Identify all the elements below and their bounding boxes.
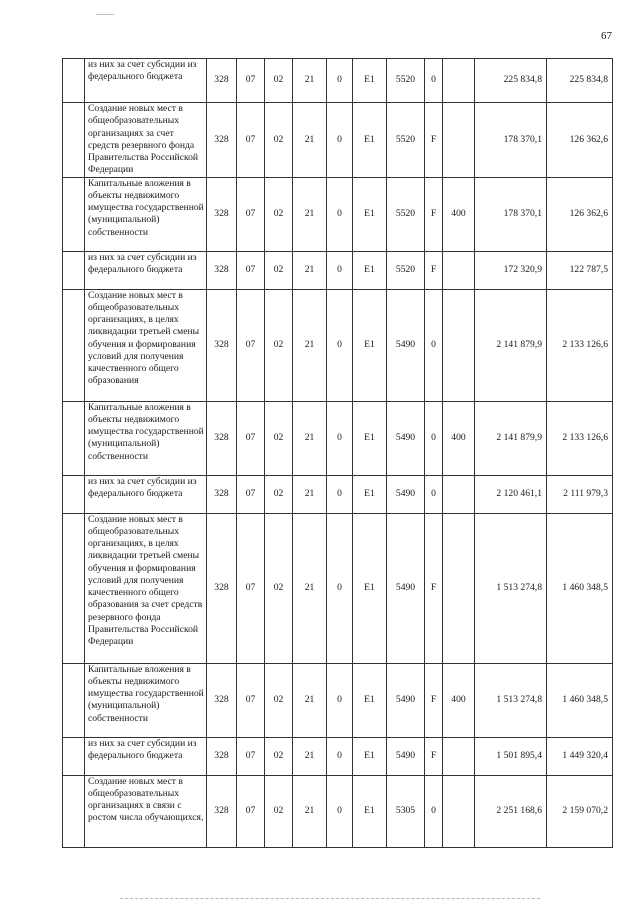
- amount-year-2-cell: 2 159 070,2: [547, 775, 613, 847]
- program-cell: 21: [293, 737, 327, 775]
- section-cell: 07: [237, 103, 265, 178]
- subprogram-cell: 0: [327, 737, 353, 775]
- subsection-cell: 02: [265, 251, 293, 289]
- table-row: [63, 663, 613, 737]
- table-body: [63, 59, 613, 848]
- section-cell: 07: [237, 177, 265, 251]
- expense-type-cell: [443, 103, 475, 178]
- table-row: [63, 513, 613, 663]
- amount-year-2-cell: 225 834,8: [547, 59, 613, 103]
- admin-code-cell: 328: [207, 737, 237, 775]
- amount-year-2-cell: 1 460 348,5: [547, 663, 613, 737]
- amount-year-1-cell: 1 513 274,8: [475, 513, 547, 663]
- program-cell: 21: [293, 103, 327, 178]
- amount-year-1-cell: 1 513 274,8: [475, 663, 547, 737]
- expense-type-cell: [443, 251, 475, 289]
- subsection-cell: 02: [265, 59, 293, 103]
- amount-year-2-cell: 122 787,5: [547, 251, 613, 289]
- admin-code-cell: 328: [207, 59, 237, 103]
- admin-code-cell: 328: [207, 289, 237, 401]
- direction-code-cell: 5305: [387, 775, 425, 847]
- table-row: [63, 59, 613, 103]
- table-row: [63, 475, 613, 513]
- section-cell: 07: [237, 663, 265, 737]
- item-name-cell: Капитальные вложения в объекты недвижимого имущества государственной (муниципальной) собственности: [85, 401, 207, 475]
- subprogram-cell: 0: [327, 663, 353, 737]
- amount-year-2-cell: 126 362,6: [547, 177, 613, 251]
- section-cell: 07: [237, 401, 265, 475]
- amount-year-2-cell: 2 111 979,3: [547, 475, 613, 513]
- item-name-cell: Капитальные вложения в объекты недвижимого имущества государственной (муниципальной) собственности: [85, 177, 207, 251]
- expense-type-cell: 400: [443, 177, 475, 251]
- subprogram-cell: 0: [327, 513, 353, 663]
- subprogram-cell: 0: [327, 775, 353, 847]
- amount-year-1-cell: 178 370,1: [475, 177, 547, 251]
- program-cell: 21: [293, 775, 327, 847]
- row-number-cell: [63, 177, 85, 251]
- item-name-cell: Создание новых мест в общеобразовательных организациях, в целях ликвидации третьей смены обучения и формирования условий для получения качественного общего образования: [85, 289, 207, 401]
- subprogram-cell: 0: [327, 475, 353, 513]
- amount-year-2-cell: 126 362,6: [547, 103, 613, 178]
- admin-code-cell: 328: [207, 177, 237, 251]
- amount-year-1-cell: 178 370,1: [475, 103, 547, 178]
- program-cell: 21: [293, 663, 327, 737]
- table-row: [63, 251, 613, 289]
- amount-year-2-cell: 1 449 320,4: [547, 737, 613, 775]
- subsection-cell: 02: [265, 663, 293, 737]
- suffix-cell: F: [425, 737, 443, 775]
- expense-type-cell: [443, 513, 475, 663]
- expense-type-cell: [443, 737, 475, 775]
- suffix-cell: 0: [425, 289, 443, 401]
- subprogram-cell: 0: [327, 251, 353, 289]
- item-name-cell: Создание новых мест в общеобразовательных организациях в связи с ростом числа обучающихся,: [85, 775, 207, 847]
- direction-code-cell: 5520: [387, 251, 425, 289]
- suffix-cell: F: [425, 177, 443, 251]
- budget-table: [62, 58, 613, 848]
- subprogram-cell: 0: [327, 103, 353, 178]
- amount-year-2-cell: 1 460 348,5: [547, 513, 613, 663]
- subprogram-cell: 0: [327, 401, 353, 475]
- row-number-cell: [63, 103, 85, 178]
- project-cell: E1: [353, 475, 387, 513]
- section-cell: 07: [237, 251, 265, 289]
- amount-year-1-cell: 1 501 895,4: [475, 737, 547, 775]
- page-number: 67: [601, 30, 612, 42]
- direction-code-cell: 5520: [387, 59, 425, 103]
- admin-code-cell: 328: [207, 475, 237, 513]
- admin-code-cell: 328: [207, 401, 237, 475]
- row-number-cell: [63, 775, 85, 847]
- program-cell: 21: [293, 289, 327, 401]
- section-cell: 07: [237, 513, 265, 663]
- section-cell: 07: [237, 737, 265, 775]
- project-cell: E1: [353, 737, 387, 775]
- amount-year-2-cell: 2 133 126,6: [547, 289, 613, 401]
- row-number-cell: [63, 663, 85, 737]
- amount-year-2-cell: 2 133 126,6: [547, 401, 613, 475]
- project-cell: E1: [353, 103, 387, 178]
- table-row: [63, 103, 613, 178]
- row-number-cell: [63, 513, 85, 663]
- subsection-cell: 02: [265, 513, 293, 663]
- admin-code-cell: 328: [207, 663, 237, 737]
- subsection-cell: 02: [265, 775, 293, 847]
- table-row: [63, 737, 613, 775]
- item-name-cell: из них за счет субсидии из федерального бюджета: [85, 251, 207, 289]
- scan-edge: [120, 898, 540, 900]
- direction-code-cell: 5490: [387, 737, 425, 775]
- row-number-cell: [63, 289, 85, 401]
- subprogram-cell: 0: [327, 59, 353, 103]
- admin-code-cell: 328: [207, 103, 237, 178]
- project-cell: E1: [353, 775, 387, 847]
- item-name-cell: из них за счет субсидии из федерального бюджета: [85, 475, 207, 513]
- expense-type-cell: 400: [443, 663, 475, 737]
- amount-year-1-cell: 2 141 879,9: [475, 401, 547, 475]
- suffix-cell: 0: [425, 775, 443, 847]
- item-name-cell: из них за счет субсидии из федерального бюджета: [85, 59, 207, 103]
- table-row: [63, 177, 613, 251]
- program-cell: 21: [293, 513, 327, 663]
- amount-year-1-cell: 225 834,8: [475, 59, 547, 103]
- program-cell: 21: [293, 475, 327, 513]
- program-cell: 21: [293, 251, 327, 289]
- subsection-cell: 02: [265, 177, 293, 251]
- expense-type-cell: [443, 289, 475, 401]
- amount-year-1-cell: 2 120 461,1: [475, 475, 547, 513]
- direction-code-cell: 5490: [387, 513, 425, 663]
- subsection-cell: 02: [265, 289, 293, 401]
- suffix-cell: 0: [425, 475, 443, 513]
- section-cell: 07: [237, 775, 265, 847]
- suffix-cell: F: [425, 513, 443, 663]
- project-cell: E1: [353, 59, 387, 103]
- scan-mark: [96, 14, 114, 16]
- project-cell: E1: [353, 513, 387, 663]
- item-name-cell: Создание новых мест в общеобразовательных организациях за счет средств резервного фонда Правительства Российской Федерации: [85, 103, 207, 178]
- suffix-cell: F: [425, 251, 443, 289]
- section-cell: 07: [237, 59, 265, 103]
- suffix-cell: F: [425, 663, 443, 737]
- direction-code-cell: 5490: [387, 401, 425, 475]
- item-name-cell: из них за счет субсидии из федерального бюджета: [85, 737, 207, 775]
- row-number-cell: [63, 59, 85, 103]
- direction-code-cell: 5490: [387, 289, 425, 401]
- direction-code-cell: 5490: [387, 475, 425, 513]
- expense-type-cell: [443, 775, 475, 847]
- row-number-cell: [63, 737, 85, 775]
- subsection-cell: 02: [265, 475, 293, 513]
- item-name-cell: Создание новых мест в общеобразовательных организациях, в целях ликвидации третьей смены обучения и формирования условий для получения качественного общего образования за счет средств резервного фонда Правительства Российской Федерации: [85, 513, 207, 663]
- amount-year-1-cell: 172 320,9: [475, 251, 547, 289]
- subprogram-cell: 0: [327, 289, 353, 401]
- suffix-cell: 0: [425, 59, 443, 103]
- table-row: [63, 289, 613, 401]
- admin-code-cell: 328: [207, 775, 237, 847]
- row-number-cell: [63, 251, 85, 289]
- program-cell: 21: [293, 401, 327, 475]
- subsection-cell: 02: [265, 401, 293, 475]
- subsection-cell: 02: [265, 737, 293, 775]
- project-cell: E1: [353, 289, 387, 401]
- admin-code-cell: 328: [207, 251, 237, 289]
- amount-year-1-cell: 2 251 168,6: [475, 775, 547, 847]
- expense-type-cell: [443, 475, 475, 513]
- amount-year-1-cell: 2 141 879,9: [475, 289, 547, 401]
- item-name-cell: Капитальные вложения в объекты недвижимого имущества государственной (муниципальной) собственности: [85, 663, 207, 737]
- expense-type-cell: 400: [443, 401, 475, 475]
- table-row: [63, 401, 613, 475]
- expense-type-cell: [443, 59, 475, 103]
- section-cell: 07: [237, 475, 265, 513]
- program-cell: 21: [293, 59, 327, 103]
- program-cell: 21: [293, 177, 327, 251]
- direction-code-cell: 5520: [387, 103, 425, 178]
- direction-code-cell: 5490: [387, 663, 425, 737]
- table-row: [63, 775, 613, 847]
- admin-code-cell: 328: [207, 513, 237, 663]
- suffix-cell: 0: [425, 401, 443, 475]
- subprogram-cell: 0: [327, 177, 353, 251]
- direction-code-cell: 5520: [387, 177, 425, 251]
- subsection-cell: 02: [265, 103, 293, 178]
- project-cell: E1: [353, 401, 387, 475]
- project-cell: E1: [353, 663, 387, 737]
- suffix-cell: F: [425, 103, 443, 178]
- project-cell: E1: [353, 177, 387, 251]
- row-number-cell: [63, 401, 85, 475]
- section-cell: 07: [237, 289, 265, 401]
- project-cell: E1: [353, 251, 387, 289]
- row-number-cell: [63, 475, 85, 513]
